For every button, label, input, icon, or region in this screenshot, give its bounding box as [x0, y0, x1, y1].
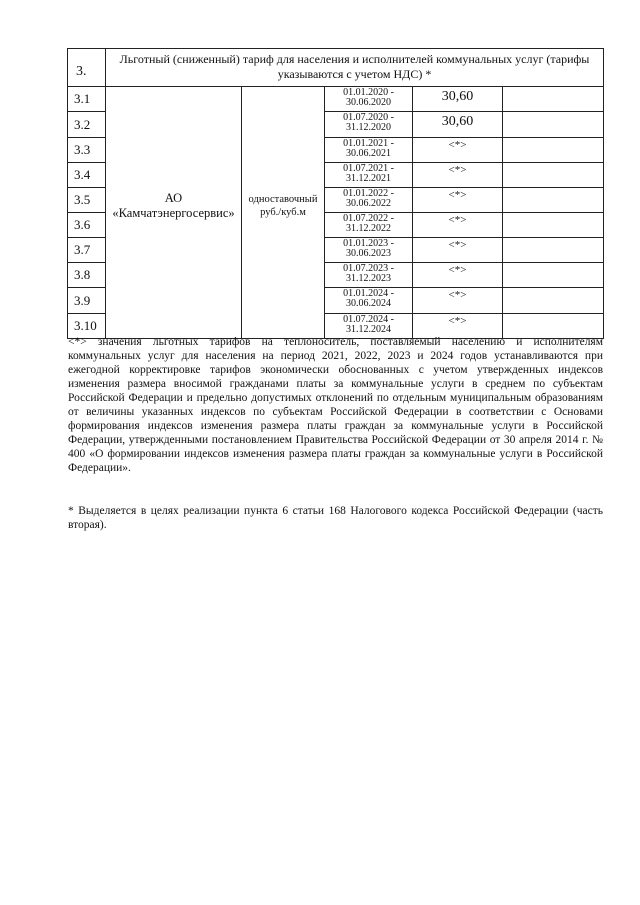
period-cell: 01.01.2022 - 30.06.2022	[325, 188, 413, 213]
tariff-value: <*>	[413, 213, 503, 238]
row-number: 3.1	[68, 87, 106, 112]
tariff-value: 30,60	[413, 87, 503, 112]
period-cell: 01.07.2024 - 31.12.2024	[325, 314, 413, 339]
period-cell: 01.07.2021 - 31.12.2021	[325, 163, 413, 188]
empty-cell	[503, 238, 604, 263]
row-number: 3.10	[68, 314, 106, 339]
row-number: 3.2	[68, 112, 106, 138]
section-header-row	[68, 49, 604, 87]
row-number: 3.4	[68, 163, 106, 188]
tariff-value: <*>	[413, 188, 503, 213]
tariff-value: 30,60	[413, 112, 503, 138]
tariff-value: <*>	[413, 314, 503, 339]
tariff-value: <*>	[413, 163, 503, 188]
tariff-value: <*>	[413, 238, 503, 263]
row-number: 3.9	[68, 288, 106, 314]
row-number: 3.7	[68, 238, 106, 263]
organization-cell	[106, 87, 242, 339]
organization-name: АО «Камчатэнергосервис»	[112, 190, 235, 220]
row-number: 3.6	[68, 213, 106, 238]
section-number: 3.	[68, 49, 106, 87]
star-footnote: <*> значения льготных тарифов на теплоноситель, поставляемый населению и исполнителям коммунальных услуг для населения на период 2021, 2022, 2023 и 2024 годов устанавливаются при ежегодной корректировке тарифов экономически обоснованных с учетом утвержденных индексов изменения размера вносимой гражданами платы за коммунальные услуги в среднем по субъектам Российской Федерации и предельно допустимых отклонений по отдельным муниципальным образованиям от величины указанных индексов по субъектам Российской Федерации в соответствии с Основами формирования индексов изменения размера платы граждан за коммунальные услуги в Российской Федерации, утвержденными постановлением Правительства Российской Федерации от 30 апреля 2014 г. № 400 «О формировании индексов изменения размера платы граждан за коммунальные услуги в Российской Федерации».	[68, 336, 603, 474]
empty-cell	[503, 87, 604, 112]
empty-cell	[503, 213, 604, 238]
empty-cell	[503, 288, 604, 314]
vat-footnote: * Выделяется в целях реализации пункта 6 статьи 168 Налогового кодекса Российской Федерации (часть вторая).	[68, 505, 603, 531]
row-number: 3.8	[68, 263, 106, 288]
tariff-table	[67, 48, 604, 339]
empty-cell	[503, 263, 604, 288]
empty-cell	[503, 112, 604, 138]
period-cell: 01.07.2022 - 31.12.2022	[325, 213, 413, 238]
tariff-value: <*>	[413, 138, 503, 163]
empty-cell	[503, 138, 604, 163]
section-title: Льготный (сниженный) тариф для населения и исполнителей коммунальных услуг (тарифы указываются с учетом НДС) *	[106, 49, 604, 87]
unit-cell	[242, 87, 325, 339]
row-number: 3.5	[68, 188, 106, 213]
period-cell: 01.01.2024 - 30.06.2024	[325, 288, 413, 314]
period-cell: 01.01.2021 - 30.06.2021	[325, 138, 413, 163]
empty-cell	[503, 188, 604, 213]
period-cell: 01.07.2020 - 31.12.2020	[325, 112, 413, 138]
tariff-value: <*>	[413, 288, 503, 314]
period-cell: 01.07.2023 - 31.12.2023	[325, 263, 413, 288]
period-cell: 01.01.2023 - 30.06.2023	[325, 238, 413, 263]
empty-cell	[503, 163, 604, 188]
table-row	[68, 87, 604, 112]
unit-label: одноставочный руб./куб.м	[248, 193, 318, 218]
period-cell: 01.01.2020 - 30.06.2020	[325, 87, 413, 112]
tariff-value: <*>	[413, 263, 503, 288]
row-number: 3.3	[68, 138, 106, 163]
